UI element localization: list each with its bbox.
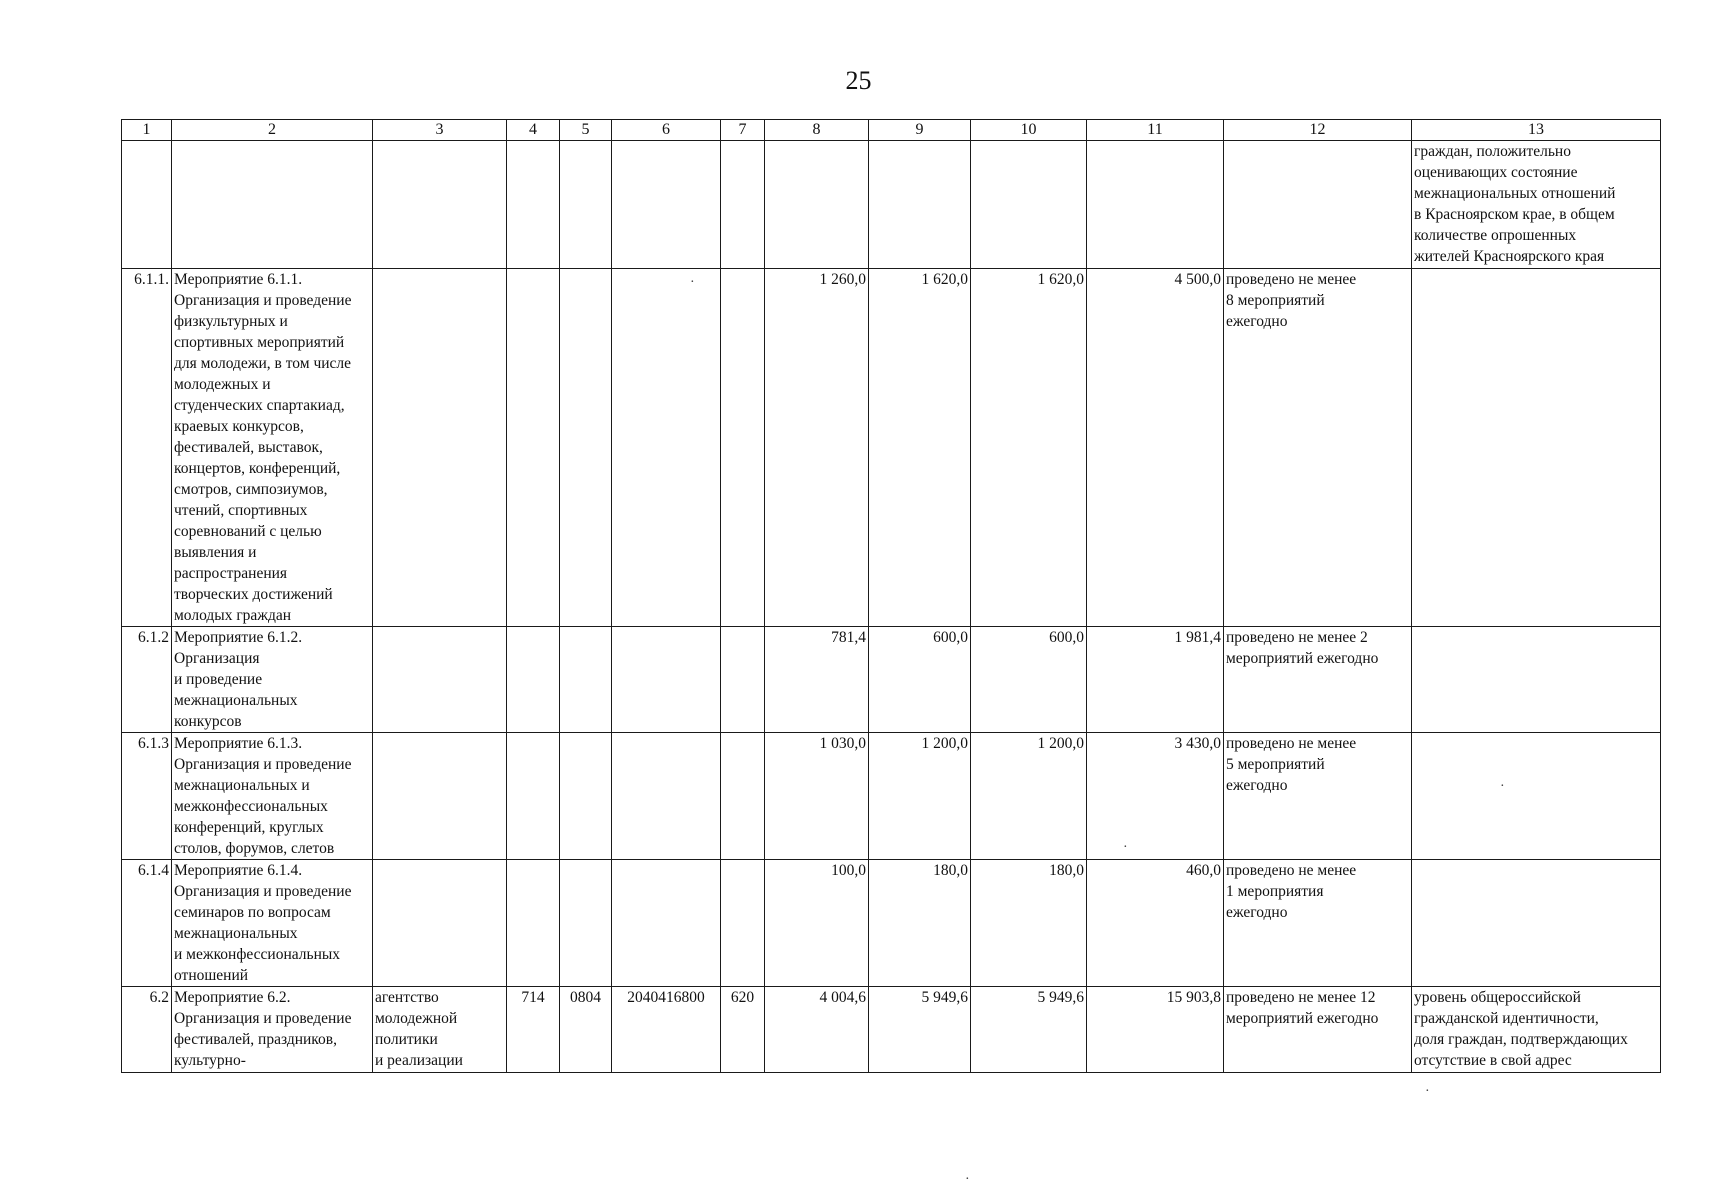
table-cell: 6.1.1. bbox=[122, 269, 172, 627]
table-cell bbox=[1224, 269, 1412, 627]
column-number: 13 bbox=[1412, 120, 1661, 141]
table-cell: 1 200,0 bbox=[869, 733, 971, 860]
scan-speck: · bbox=[1425, 1084, 1430, 1099]
table-cell: 1 200,0 bbox=[971, 733, 1087, 860]
cell-text-line: Организация и проведение bbox=[174, 1010, 352, 1027]
table-cell bbox=[507, 733, 560, 860]
cell-text-line: межнациональных bbox=[174, 692, 298, 709]
table-row bbox=[122, 987, 1661, 1073]
column-number-row bbox=[122, 120, 1661, 141]
table-cell bbox=[172, 860, 373, 987]
cell-text-line: в Красноярском крае, в общем bbox=[1414, 206, 1615, 223]
column-number: 12 bbox=[1224, 120, 1412, 141]
cell-text-line: ежегодно bbox=[1226, 904, 1288, 921]
table-cell: 100,0 bbox=[765, 860, 869, 987]
table-cell bbox=[560, 141, 612, 269]
table-cell bbox=[612, 733, 721, 860]
table-cell bbox=[560, 733, 612, 860]
cell-text-line: концертов, конференций, bbox=[174, 460, 341, 477]
cell-text-line: Мероприятие 6.1.3. bbox=[174, 735, 303, 752]
cell-text-line: проведено не менее bbox=[1226, 862, 1357, 879]
cell-text-line: семинаров по вопросам bbox=[174, 904, 331, 921]
table-cell bbox=[1412, 987, 1661, 1073]
column-number: 6 bbox=[612, 120, 721, 141]
table-cell bbox=[122, 141, 172, 269]
cell-text-line: Организация и проведение bbox=[174, 292, 352, 309]
cell-text-line: жителей Красноярского края bbox=[1414, 248, 1605, 265]
cell-text-line: мероприятий ежегодно bbox=[1226, 650, 1379, 667]
cell-text-line: отношений bbox=[174, 967, 249, 984]
table-cell: 180,0 bbox=[971, 860, 1087, 987]
table-cell bbox=[721, 860, 765, 987]
column-number: 10 bbox=[971, 120, 1087, 141]
cell-text-line: проведено не менее bbox=[1226, 271, 1357, 288]
table-cell: 6.1.3 bbox=[122, 733, 172, 860]
table-cell: 781,4 bbox=[765, 627, 869, 733]
table-cell: 6.1.2 bbox=[122, 627, 172, 733]
cell-text-line: выявления и bbox=[174, 544, 257, 561]
cell-text-line: конкурсов bbox=[174, 713, 242, 730]
cell-text-line: Организация и проведение bbox=[174, 756, 352, 773]
scan-speck: · bbox=[690, 275, 695, 290]
table-cell: 1 981,4 bbox=[1087, 627, 1224, 733]
table-cell bbox=[971, 141, 1087, 269]
table-cell: 1 260,0 bbox=[765, 269, 869, 627]
table-cell bbox=[721, 733, 765, 860]
cell-text-line: уровень общероссийской bbox=[1414, 989, 1581, 1006]
table-cell: 6.2 bbox=[122, 987, 172, 1073]
table-cell bbox=[373, 860, 507, 987]
table-cell bbox=[869, 141, 971, 269]
cell-text-line: фестивалей, праздников, bbox=[174, 1031, 337, 1048]
cell-text-line: 8 мероприятий bbox=[1226, 292, 1325, 309]
column-number: 8 bbox=[765, 120, 869, 141]
cell-text-line: количестве опрошенных bbox=[1414, 227, 1577, 244]
cell-text-line: межнациональных bbox=[174, 925, 298, 942]
cell-text-line: политики bbox=[375, 1031, 438, 1048]
cell-text-line: физкультурных и bbox=[174, 313, 288, 330]
cell-text-line: краевых конкурсов, bbox=[174, 418, 304, 435]
cell-text-line: межнациональных отношений bbox=[1414, 185, 1616, 202]
cell-text-line: культурно- bbox=[174, 1052, 246, 1069]
cell-text-line: молодежных и bbox=[174, 376, 271, 393]
table-cell: 180,0 bbox=[869, 860, 971, 987]
cell-text-line: ежегодно bbox=[1226, 313, 1288, 330]
table-cell: 2040416800 bbox=[612, 987, 721, 1073]
table-cell bbox=[560, 860, 612, 987]
table-cell bbox=[373, 987, 507, 1073]
table-cell bbox=[612, 269, 721, 627]
table-cell: 4 004,6 bbox=[765, 987, 869, 1073]
cell-text-line: студенческих спартакиад, bbox=[174, 397, 345, 414]
table-cell bbox=[1224, 141, 1412, 269]
cell-text-line: Мероприятие 6.1.1. bbox=[174, 271, 303, 288]
table-cell bbox=[1087, 141, 1224, 269]
cell-text-line: соревнований с целью bbox=[174, 523, 322, 540]
cell-text-line: проведено не менее bbox=[1226, 735, 1357, 752]
cell-text-line: Мероприятие 6.2. bbox=[174, 989, 291, 1006]
cell-text-line: для молодежи, в том числе bbox=[174, 355, 352, 372]
table-cell: 1 620,0 bbox=[869, 269, 971, 627]
cell-text-line: граждан, положительно bbox=[1414, 143, 1571, 160]
column-number: 2 bbox=[172, 120, 373, 141]
scan-speck: · bbox=[1123, 840, 1128, 855]
table-cell bbox=[1412, 733, 1661, 860]
cell-text-line: Организация bbox=[174, 650, 260, 667]
table-cell bbox=[721, 269, 765, 627]
table-cell bbox=[765, 141, 869, 269]
cell-text-line: конференций, круглых bbox=[174, 819, 324, 836]
column-number: 3 bbox=[373, 120, 507, 141]
table-cell bbox=[1412, 269, 1661, 627]
table-cell bbox=[1224, 860, 1412, 987]
column-number: 9 bbox=[869, 120, 971, 141]
table-cell bbox=[721, 627, 765, 733]
table-cell bbox=[373, 627, 507, 733]
column-number: 4 bbox=[507, 120, 560, 141]
table-cell bbox=[612, 860, 721, 987]
table-cell: 620 bbox=[721, 987, 765, 1073]
cell-text-line: ежегодно bbox=[1226, 777, 1288, 794]
cell-text-line: 1 мероприятия bbox=[1226, 883, 1324, 900]
column-number: 11 bbox=[1087, 120, 1224, 141]
column-number: 1 bbox=[122, 120, 172, 141]
cell-text-line: творческих достижений bbox=[174, 586, 333, 603]
table-cell bbox=[373, 733, 507, 860]
table-cell bbox=[172, 141, 373, 269]
table-cell bbox=[1412, 627, 1661, 733]
cell-text-line: проведено не менее 2 bbox=[1226, 629, 1368, 646]
cell-text-line: молодежной bbox=[375, 1010, 458, 1027]
table-cell: 1 030,0 bbox=[765, 733, 869, 860]
table-cell bbox=[1412, 141, 1661, 269]
cell-text-line: Мероприятие 6.1.4. bbox=[174, 862, 303, 879]
cell-text-line: 5 мероприятий bbox=[1226, 756, 1325, 773]
table-cell: 15 903,8 bbox=[1087, 987, 1224, 1073]
table-cell bbox=[1412, 860, 1661, 987]
table-cell bbox=[1224, 987, 1412, 1073]
table-row bbox=[122, 733, 1661, 860]
table-cell bbox=[507, 141, 560, 269]
table-cell: 4 500,0 bbox=[1087, 269, 1224, 627]
cell-text-line: и межконфессиональных bbox=[174, 946, 341, 963]
column-number: 7 bbox=[721, 120, 765, 141]
table-cell: 6.1.4 bbox=[122, 860, 172, 987]
table-cell: 1 620,0 bbox=[971, 269, 1087, 627]
table-cell: 600,0 bbox=[869, 627, 971, 733]
program-activities-table bbox=[121, 119, 1661, 1073]
cell-text-line: чтений, спортивных bbox=[174, 502, 308, 519]
table-cell bbox=[560, 269, 612, 627]
page-number: 25 bbox=[845, 66, 872, 95]
table-cell bbox=[1224, 733, 1412, 860]
table-cell bbox=[612, 627, 721, 733]
scan-speck: · bbox=[965, 1172, 970, 1187]
cell-text-line: распространения bbox=[174, 565, 288, 582]
table-cell: 600,0 bbox=[971, 627, 1087, 733]
cell-text-line: Мероприятие 6.1.2. bbox=[174, 629, 303, 646]
table-cell bbox=[612, 141, 721, 269]
cell-text-line: межконфессиональных bbox=[174, 798, 328, 815]
table-row bbox=[122, 627, 1661, 733]
cell-text-line: молодых граждан bbox=[174, 607, 292, 624]
table-cell: 714 bbox=[507, 987, 560, 1073]
table-cell bbox=[172, 627, 373, 733]
table-cell bbox=[507, 627, 560, 733]
cell-text-line: оценивающих состояние bbox=[1414, 164, 1578, 181]
table-row bbox=[122, 141, 1661, 269]
cell-text-line: смотров, симпозиумов, bbox=[174, 481, 328, 498]
table-cell: 3 430,0 bbox=[1087, 733, 1224, 860]
cell-text-line: и проведение bbox=[174, 671, 263, 688]
table-cell bbox=[373, 269, 507, 627]
table-cell: 0804 bbox=[560, 987, 612, 1073]
cell-text-line: столов, форумов, слетов bbox=[174, 840, 335, 857]
table-cell bbox=[721, 141, 765, 269]
table-cell bbox=[373, 141, 507, 269]
cell-text-line: мероприятий ежегодно bbox=[1226, 1010, 1379, 1027]
cell-text-line: отсутствие в свой адрес bbox=[1414, 1052, 1572, 1069]
scan-speck: · bbox=[1500, 779, 1505, 794]
table-cell bbox=[172, 733, 373, 860]
table-cell: 5 949,6 bbox=[869, 987, 971, 1073]
table-cell bbox=[172, 269, 373, 627]
table-row bbox=[122, 269, 1661, 627]
table-cell: 5 949,6 bbox=[971, 987, 1087, 1073]
table-cell: 460,0 bbox=[1087, 860, 1224, 987]
cell-text-line: фестивалей, выставок, bbox=[174, 439, 323, 456]
cell-text-line: агентство bbox=[375, 989, 439, 1006]
table-cell bbox=[507, 269, 560, 627]
table-body bbox=[122, 141, 1661, 1073]
table-cell bbox=[560, 627, 612, 733]
cell-text-line: спортивных мероприятий bbox=[174, 334, 345, 351]
table-cell bbox=[1224, 627, 1412, 733]
cell-text-line: Организация и проведение bbox=[174, 883, 352, 900]
table-cell bbox=[172, 987, 373, 1073]
column-number: 5 bbox=[560, 120, 612, 141]
table-cell bbox=[507, 860, 560, 987]
cell-text-line: доля граждан, подтверждающих bbox=[1414, 1031, 1628, 1048]
cell-text-line: гражданской идентичности, bbox=[1414, 1010, 1599, 1027]
cell-text-line: проведено не менее 12 bbox=[1226, 989, 1376, 1006]
cell-text-line: межнациональных и bbox=[174, 777, 310, 794]
cell-text-line: и реализации bbox=[375, 1052, 463, 1069]
table-row bbox=[122, 860, 1661, 987]
